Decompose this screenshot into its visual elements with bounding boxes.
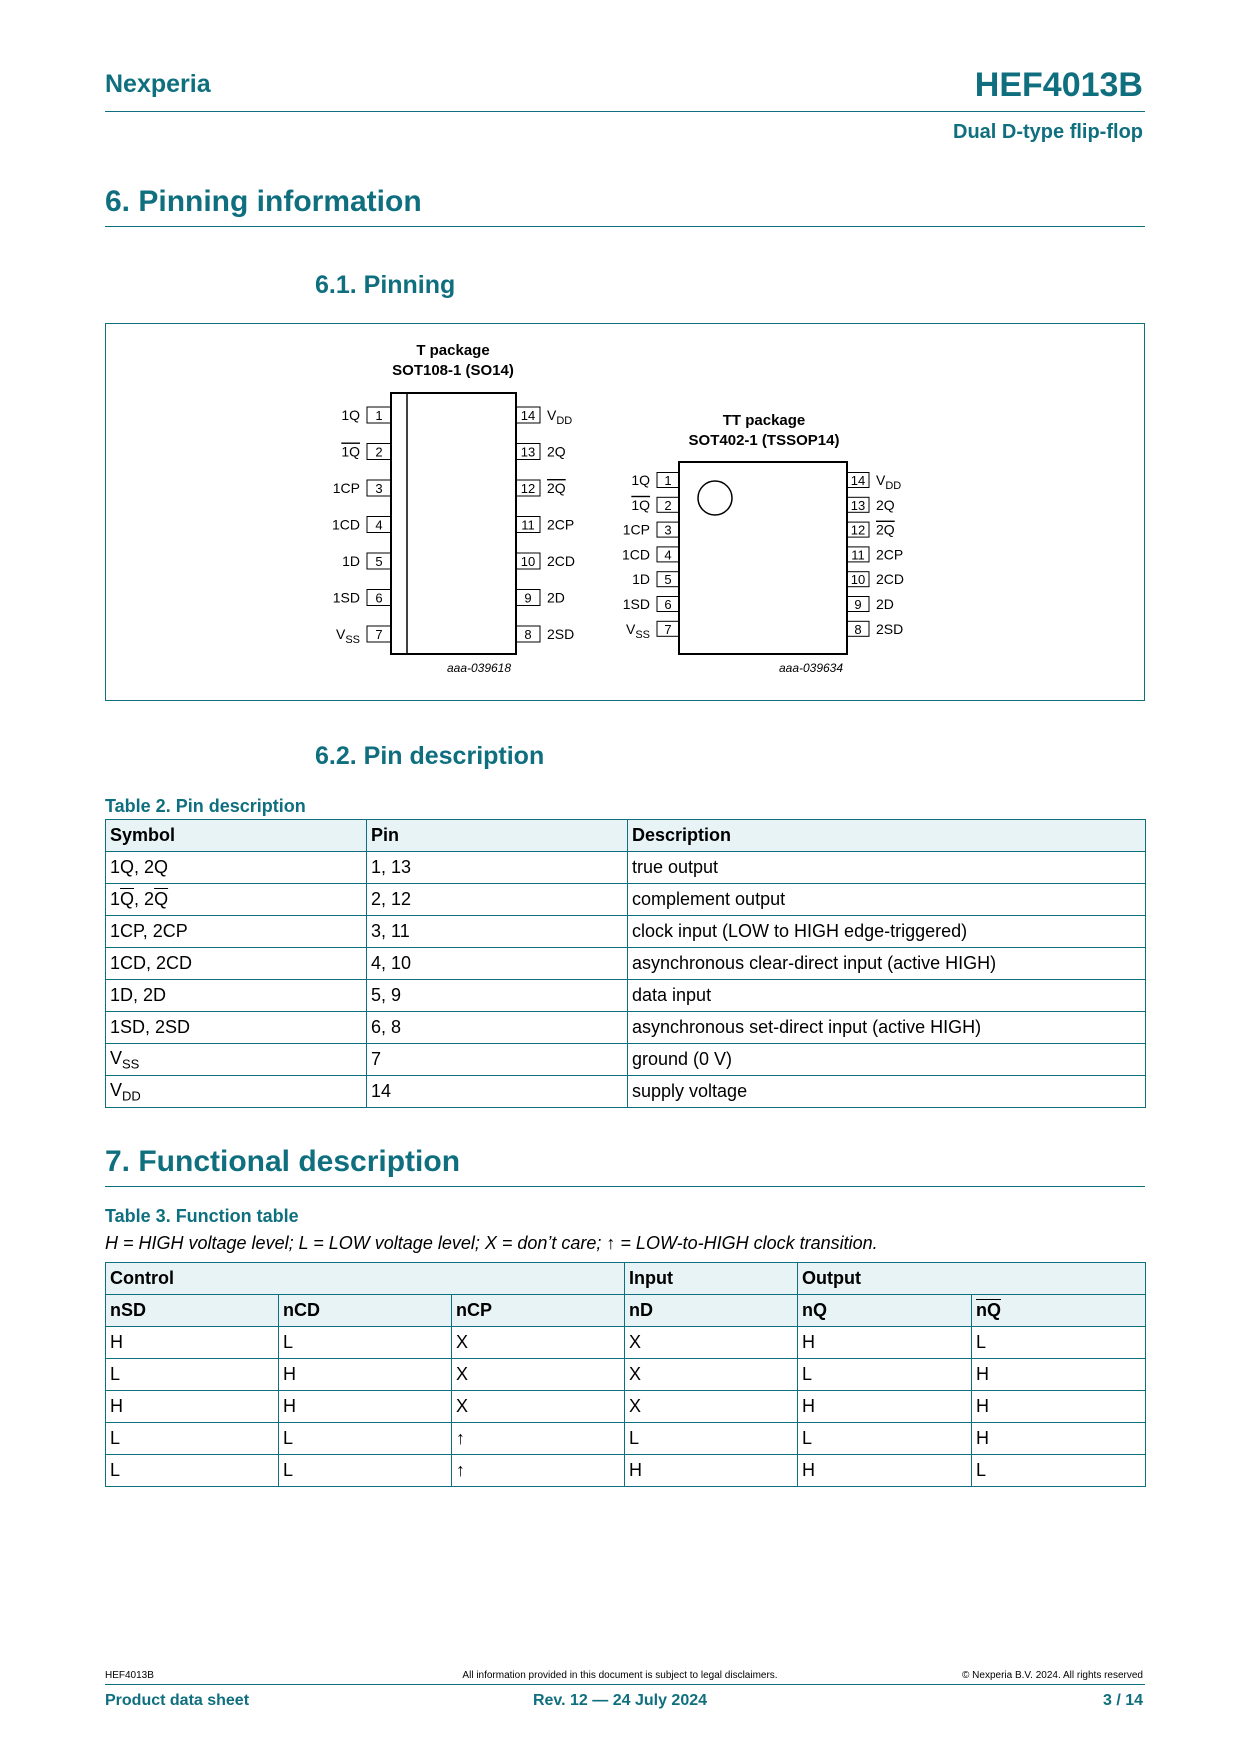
pin-number: 12 (850, 522, 866, 538)
pin-label-sub: DD (885, 480, 902, 492)
cell-description: ground (0 V) (628, 1044, 1146, 1076)
pin-1 (341, 407, 391, 423)
table-cell: ↑ (452, 1455, 625, 1487)
table-row (106, 884, 1146, 916)
pin-9 (847, 596, 894, 612)
pin-2 (341, 444, 391, 460)
pin-label (336, 626, 360, 646)
t-package-pins (332, 407, 575, 646)
pin-label (876, 522, 895, 538)
pin-label (623, 596, 650, 612)
pin-label-text: 1SD (622, 596, 650, 612)
pin-number: 11 (851, 547, 865, 563)
pin-number: 1 (375, 408, 383, 423)
pin-8 (847, 621, 903, 637)
table-row (106, 1044, 1146, 1076)
section-6-2-title: 6.2. Pin description (315, 742, 545, 770)
table-row (106, 916, 1146, 948)
pin-1 (631, 472, 679, 488)
table-cell: X (452, 1327, 625, 1359)
pin-label (332, 517, 360, 533)
pin-label-text: 1Q (341, 407, 360, 423)
pin-label (622, 546, 650, 562)
cell-symbol: 1CP, 2CP (106, 916, 367, 948)
pin-number: 6 (664, 597, 672, 612)
pin-label-sub: SS (635, 628, 650, 641)
footer-doc-id: HEF4013B (105, 1670, 154, 1681)
footer-disclaimer: All information provided in this document is subject to legal disclaimers. (462, 1670, 778, 1681)
table-cell: X (625, 1327, 798, 1359)
cell-description: true output (628, 852, 1146, 884)
pin-label (547, 407, 572, 427)
table-cell: L (798, 1423, 972, 1455)
pin-label-text: 2CP (876, 546, 904, 563)
col-ncp: nCP (452, 1295, 625, 1327)
cell-pin: 6, 8 (367, 1012, 628, 1044)
pin-label-text: 2Q (876, 521, 895, 538)
pin-4 (622, 546, 679, 562)
pin-label-text: 1CD (331, 516, 360, 533)
pin-number: 8 (854, 621, 862, 637)
pin-5 (342, 553, 391, 569)
pin-label (632, 571, 650, 587)
table-cell: L (625, 1423, 798, 1455)
pinning-figure (105, 323, 1145, 701)
pin-number: 12 (520, 481, 536, 496)
pin-label (876, 596, 894, 612)
cell-pin: 7 (367, 1044, 628, 1076)
table-row (106, 1455, 1146, 1487)
part-number: HEF4013B (974, 66, 1143, 104)
pin-number: 3 (664, 522, 672, 538)
table-cell: ↑ (452, 1423, 625, 1455)
table-2-caption: Table 2. Pin description (105, 796, 306, 816)
section-6-1-title: 6.1. Pinning (315, 271, 456, 299)
pin-label (876, 546, 903, 562)
footer-rule (105, 1684, 1145, 1685)
pin-2 (631, 497, 679, 513)
table-row (106, 948, 1146, 980)
pin-6 (623, 596, 679, 612)
table-cell: H (972, 1391, 1146, 1423)
pin-label-sub: DD (556, 415, 573, 427)
pin-label (547, 590, 565, 606)
pin-label-text: 1D (342, 553, 360, 569)
pin-label-text: V (625, 620, 636, 637)
pin-label-text: 2SD (876, 620, 904, 637)
pin-label (333, 480, 360, 496)
table-cell: H (279, 1359, 452, 1391)
pin-label-text: 1CD (621, 546, 650, 563)
pin-14 (516, 407, 572, 427)
pin-number: 3 (375, 481, 383, 496)
table-row (106, 1391, 1146, 1423)
pin-description-table (105, 819, 1146, 1108)
footer-copyright: © Nexperia B.V. 2024. All rights reserved (962, 1670, 1143, 1681)
pin-8 (516, 626, 574, 642)
pin-label-text: 1SD (332, 589, 360, 606)
header-rule (105, 111, 1145, 112)
pin-label (341, 407, 360, 423)
table-cell: H (972, 1423, 1146, 1455)
pin-label (876, 497, 895, 513)
pin-number: 4 (664, 547, 672, 563)
col-nq-bar (972, 1295, 1146, 1327)
pin-label-text: 2Q (547, 480, 566, 496)
pin-label (876, 472, 901, 492)
group-input: Input (625, 1263, 798, 1295)
pin-13 (516, 444, 566, 460)
pin-5 (632, 571, 679, 587)
table-3-note: H = HIGH voltage level; L = LOW voltage level; X = don’t care; ↑ = LOW-to-HIGH clock transition. (105, 1233, 878, 1253)
col-symbol: Symbol (106, 820, 367, 852)
footer-page-number: 3 / 14 (1102, 1692, 1143, 1709)
footer-revision: Rev. 12 — 24 July 2024 (532, 1692, 708, 1709)
col-description: Description (628, 820, 1146, 852)
pin-number: 7 (664, 621, 672, 637)
table-cell: L (279, 1455, 452, 1487)
pin-number: 13 (520, 444, 536, 460)
cell-description: asynchronous clear-direct input (active HIGH) (628, 948, 1146, 980)
tt-package-pins (622, 472, 904, 641)
pin-label (623, 522, 650, 538)
cell-symbol: $1\overline{Q}$, $2\overline{Q}$ (106, 884, 367, 916)
pin-number: 8 (524, 627, 532, 642)
tt-package-ref: aaa-039634 (778, 661, 844, 675)
col-ncd: nCD (279, 1295, 452, 1327)
pin-label-text: 2Q (876, 496, 895, 513)
pin-number: 4 (375, 517, 383, 533)
table-cell: L (279, 1327, 452, 1359)
table-cell: H (798, 1455, 972, 1487)
pin-label-text: 2Q (547, 443, 566, 460)
pin-label-text: V (335, 626, 346, 642)
pin-label (626, 621, 650, 641)
section-7-rule (105, 1186, 1145, 1187)
pin-9 (516, 590, 565, 606)
table-row (106, 1359, 1146, 1391)
table-cell: L (972, 1327, 1146, 1359)
table-cell: H (972, 1359, 1146, 1391)
t-package-title: T package (416, 342, 490, 359)
cell-description: clock input (LOW to HIGH edge-triggered) (628, 916, 1146, 948)
pin-label (547, 480, 566, 496)
t-package-body (391, 393, 516, 654)
pin-label-text: 1CP (332, 480, 360, 496)
pin-7 (336, 626, 391, 646)
table-cell: L (972, 1455, 1146, 1487)
pin-label (547, 517, 574, 533)
tt-package-body (679, 462, 847, 654)
pin-label (341, 444, 360, 460)
pin-label (876, 571, 904, 587)
pin-number: 10 (850, 572, 866, 588)
pin-label-text: 1D (632, 571, 650, 588)
cell-pin: 2, 12 (367, 884, 628, 916)
pin-label (333, 590, 360, 606)
table-row (106, 1012, 1146, 1044)
cell-description: data input (628, 980, 1146, 1012)
pin-13 (847, 497, 895, 513)
cell-symbol: 1CD, 2CD (106, 948, 367, 980)
pin-number: 10 (520, 554, 536, 569)
table-row (106, 1076, 1146, 1108)
pinning-diagram (106, 324, 1144, 700)
pin-10 (847, 571, 904, 587)
pin-label-text: 2D (547, 589, 565, 606)
pin-label-text: 1Q (631, 472, 650, 488)
brand-name: Nexperia (105, 70, 211, 98)
pin-number: 6 (375, 590, 383, 606)
pin-label (342, 553, 360, 569)
pin-label-text: 2D (876, 596, 894, 612)
table-row (106, 1327, 1146, 1359)
section-6-title: 6. Pinning information (105, 185, 422, 218)
pin-12 (847, 522, 895, 538)
pin-label (547, 444, 566, 460)
pin-12 (516, 480, 566, 496)
pin-14 (847, 472, 901, 492)
tt-package-pin1-dot (698, 481, 732, 515)
pin-11 (847, 546, 903, 562)
table-row (106, 1423, 1146, 1455)
table-cell: X (452, 1391, 625, 1423)
col-nsd: nSD (106, 1295, 279, 1327)
table-cell: X (452, 1359, 625, 1391)
cell-pin: 3, 11 (367, 916, 628, 948)
pin-label-text: 2CD (876, 571, 905, 588)
pin-label-text: V (876, 472, 886, 488)
pin-3 (623, 522, 679, 538)
cell-symbol: 1SD, 2SD (106, 1012, 367, 1044)
cell-pin: 14 (367, 1076, 628, 1108)
pin-label (547, 553, 575, 569)
table-cell: L (106, 1423, 279, 1455)
table-cell: X (625, 1359, 798, 1391)
pin-number: 11 (521, 517, 535, 533)
t-package-subtitle: SOT108-1 (SO14) (392, 362, 514, 379)
pin-number: 14 (850, 473, 866, 488)
pin-number: 9 (854, 597, 862, 612)
pin-number: 13 (850, 497, 866, 513)
nq-bar-label: $\overline{nQ}$ (976, 1300, 1001, 1320)
pin-label-text: 2CD (547, 553, 576, 569)
section-6-rule (105, 226, 1145, 227)
table-cell: L (798, 1359, 972, 1391)
table-row (106, 852, 1146, 884)
pin-number: 14 (520, 408, 536, 423)
footer-doc-type: Product data sheet (105, 1692, 250, 1709)
pin-label-text: 1CP (622, 521, 650, 538)
pin-4 (332, 517, 391, 533)
t-package-ref: aaa-039618 (446, 661, 512, 675)
table-cell: H (106, 1391, 279, 1423)
pin-label-text: V (547, 407, 557, 423)
pin-number: 2 (375, 444, 383, 460)
table-cell: H (798, 1391, 972, 1423)
tt-package-subtitle: SOT402-1 (TSSOP14) (688, 432, 840, 449)
table-cell: L (279, 1423, 452, 1455)
pin-label (631, 497, 650, 513)
group-output: Output (798, 1263, 1146, 1295)
section-7-title: 7. Functional description (105, 1145, 461, 1178)
cell-description: complement output (628, 884, 1146, 916)
cell-pin: 1, 13 (367, 852, 628, 884)
pin-number: 7 (375, 627, 383, 642)
pin-label-text: 1Q (631, 496, 650, 513)
table-cell: L (106, 1455, 279, 1487)
pin-number: 5 (375, 554, 383, 569)
cell-description: supply voltage (628, 1076, 1146, 1108)
tt-package-title: TT package (722, 412, 806, 429)
pin-label-text: 1Q (341, 443, 360, 460)
cell-symbol: $V_{SS}$ (106, 1044, 367, 1076)
pin-number: 5 (664, 572, 672, 588)
pin-7 (626, 621, 679, 641)
doc-subtitle: Dual D-type flip-flop (953, 121, 1143, 143)
col-pin: Pin (367, 820, 628, 852)
table-row (106, 980, 1146, 1012)
pin-label (631, 472, 650, 488)
pin-number: 1 (664, 473, 672, 488)
pin-label (876, 621, 903, 637)
col-nd: nD (625, 1295, 798, 1327)
function-table (105, 1262, 1146, 1487)
cell-symbol: $V_{DD}$ (106, 1076, 367, 1108)
pin-label (547, 626, 574, 642)
group-control: Control (106, 1263, 625, 1295)
table-cell: X (625, 1391, 798, 1423)
pin-label-sub: SS (345, 634, 360, 646)
pin-number: 9 (524, 590, 532, 606)
col-nq: nQ (798, 1295, 972, 1327)
pin-11 (516, 517, 574, 533)
table-cell: H (106, 1327, 279, 1359)
pin-10 (516, 553, 575, 569)
table-cell: H (279, 1391, 452, 1423)
cell-description: asynchronous set-direct input (active HIGH) (628, 1012, 1146, 1044)
table-cell: H (798, 1327, 972, 1359)
pin-label-text: 2CP (547, 516, 575, 533)
cell-symbol: 1Q, 2Q (106, 852, 367, 884)
pin-label-text: 2SD (547, 626, 575, 642)
pin-number: 2 (664, 497, 672, 513)
table-cell: L (106, 1359, 279, 1391)
pin-6 (333, 590, 391, 606)
table-cell: H (625, 1455, 798, 1487)
cell-pin: 4, 10 (367, 948, 628, 980)
cell-symbol: 1D, 2D (106, 980, 367, 1012)
cell-pin: 5, 9 (367, 980, 628, 1012)
pin-3 (333, 480, 391, 496)
table-3-caption: Table 3. Function table (105, 1206, 299, 1226)
